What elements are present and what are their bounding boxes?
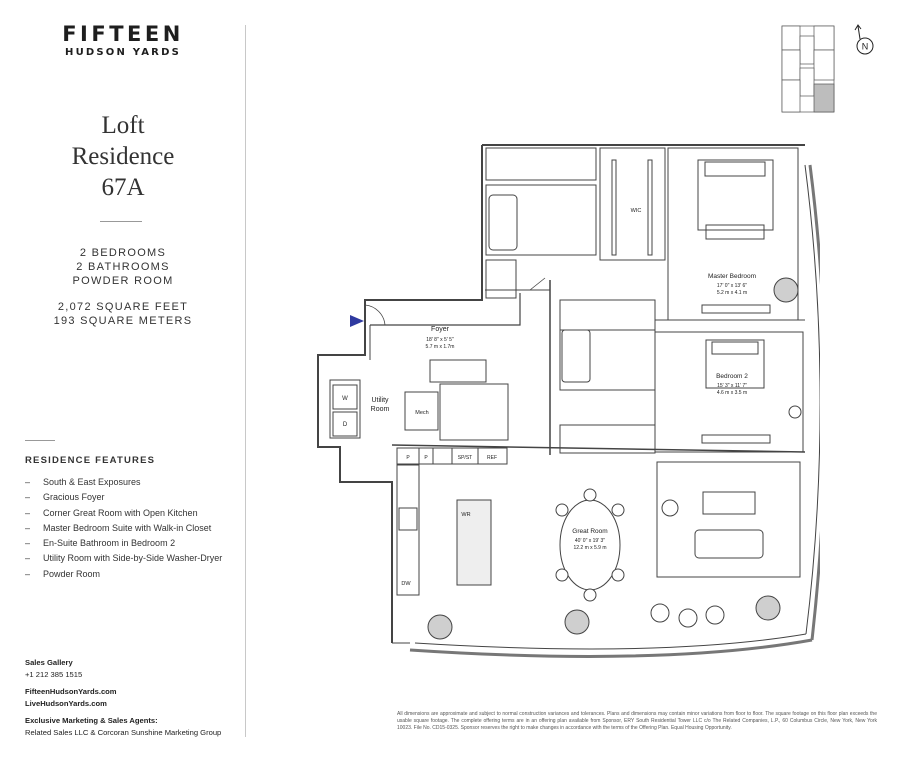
- key-plan: [778, 22, 838, 117]
- website-link-2[interactable]: LiveHudsonYards.com: [25, 699, 107, 708]
- sidebar: [0, 0, 246, 760]
- sidebar-divider: [245, 25, 246, 737]
- brand-logo-line2[interactable]: HUDSON YARDS: [65, 47, 181, 58]
- bedroom2-dim-m: 4.6 m x 3.5 m: [716, 390, 748, 396]
- features-divider: [25, 440, 55, 441]
- residence-title: [0, 110, 246, 203]
- residence-title-line1: Loft: [101, 112, 145, 139]
- agents-block: [25, 715, 221, 739]
- ref-label: REF: [487, 455, 497, 461]
- website-links: [25, 686, 117, 710]
- residence-title-line3: 67A: [101, 174, 145, 201]
- great-room-dim-m: 12.2 m x 5.9 m: [573, 545, 607, 551]
- room-counts: [0, 246, 246, 288]
- great-room-label: Great Room: [572, 528, 608, 535]
- dryer-label: D: [342, 422, 348, 428]
- agents-names: Related Sales LLC & Corcoran Sunshine Marketing Group: [25, 728, 222, 737]
- features-list: [25, 475, 222, 582]
- sp-st-label: SP/ST: [457, 455, 473, 461]
- foyer-dim-ft: 18' 8" x 5' 5": [426, 337, 454, 343]
- features-heading: RESIDENCE FEATURES: [25, 455, 156, 466]
- square-meters: 193 SQUARE METERS: [53, 315, 193, 327]
- powder-room: POWDER ROOM: [72, 275, 174, 287]
- list-item: – Corner Great Room with Open Kitchen: [25, 507, 198, 518]
- utility-label-1: Utility: [371, 397, 389, 404]
- master-dim-m: 5.2 m x 4.1 m: [716, 290, 748, 296]
- brand-logo-line1[interactable]: FIFTEEN: [62, 22, 184, 46]
- north-arrow-icon: [848, 22, 878, 62]
- bedrooms-count: 2 BEDROOMS: [79, 247, 167, 259]
- square-feet: 2,072 SQUARE FEET: [57, 301, 189, 313]
- legal-disclaimer: All dimensions are approximate and subject to normal construction variances and tolerances. Plans and dimensions may contain minor variations from floor to floor. The square footage on this floor plan exceeds the usable square footage. The complete offering terms are in an offering plan available from Sponsor, ERY South Residential Tower LLC c/o The Related Companies, L.P., 60 Columbus Circle, New York, New York 10023. File No. CD15-0325. Sponsor reserves the right to make changes in accordance with the terms of the Offering Plan. Equal Housing Opportunity.: [397, 711, 877, 731]
- bedroom2-dim-ft: 15' 3" x 11' 7": [717, 383, 747, 389]
- east-facade: [810, 165, 820, 640]
- website-link-1[interactable]: FifteenHudsonYards.com: [25, 687, 117, 696]
- bathrooms-count: 2 BATHROOMS: [76, 261, 170, 273]
- washer-label: W: [342, 396, 348, 402]
- residence-title-line2: Residence: [71, 143, 175, 170]
- foyer-label: Foyer: [431, 326, 449, 333]
- phone-link[interactable]: +1 212 385 1515: [25, 670, 83, 679]
- bedroom2-label: Bedroom 2: [716, 373, 748, 380]
- entry-arrow-icon: [350, 315, 364, 327]
- list-item: – En-Suite Bathroom in Bedroom 2: [25, 538, 176, 549]
- sales-gallery-block: [25, 657, 82, 681]
- list-item: – Master Bedroom Suite with Walk-in Closet: [25, 522, 212, 533]
- master-label: Master Bedroom: [707, 273, 757, 280]
- south-facade: [410, 640, 812, 657]
- dishwasher-label: DW: [401, 581, 411, 587]
- wine-refrigerator-label: WR: [461, 512, 471, 518]
- title-divider: [100, 221, 142, 222]
- area-specs: [0, 300, 246, 328]
- great-room-dim-ft: 40' 0" x 19' 3": [574, 538, 606, 544]
- wic-label: WIC: [630, 208, 642, 214]
- agents-label: Exclusive Marketing & Sales Agents:: [25, 716, 158, 725]
- master-dim-ft: 17' 0" x 13' 6": [716, 283, 748, 289]
- list-item: – South & East Exposures: [25, 477, 141, 487]
- sales-gallery-label: Sales Gallery: [25, 658, 73, 667]
- north-label: N: [861, 41, 869, 52]
- pantry-label-2: P: [424, 455, 428, 461]
- floor-plan: [300, 140, 820, 665]
- list-item: – Gracious Foyer: [25, 492, 105, 503]
- foyer-dim-m: 5.7 m x 1.7m: [425, 344, 455, 350]
- utility-label-2: Room: [370, 406, 390, 413]
- list-item: – Powder Room: [25, 568, 101, 579]
- list-item: – Utility Room with Side-by-Side Washer-Dryer: [25, 553, 223, 564]
- mech-label: Mech: [415, 410, 429, 416]
- pantry-label-1: P: [406, 455, 410, 461]
